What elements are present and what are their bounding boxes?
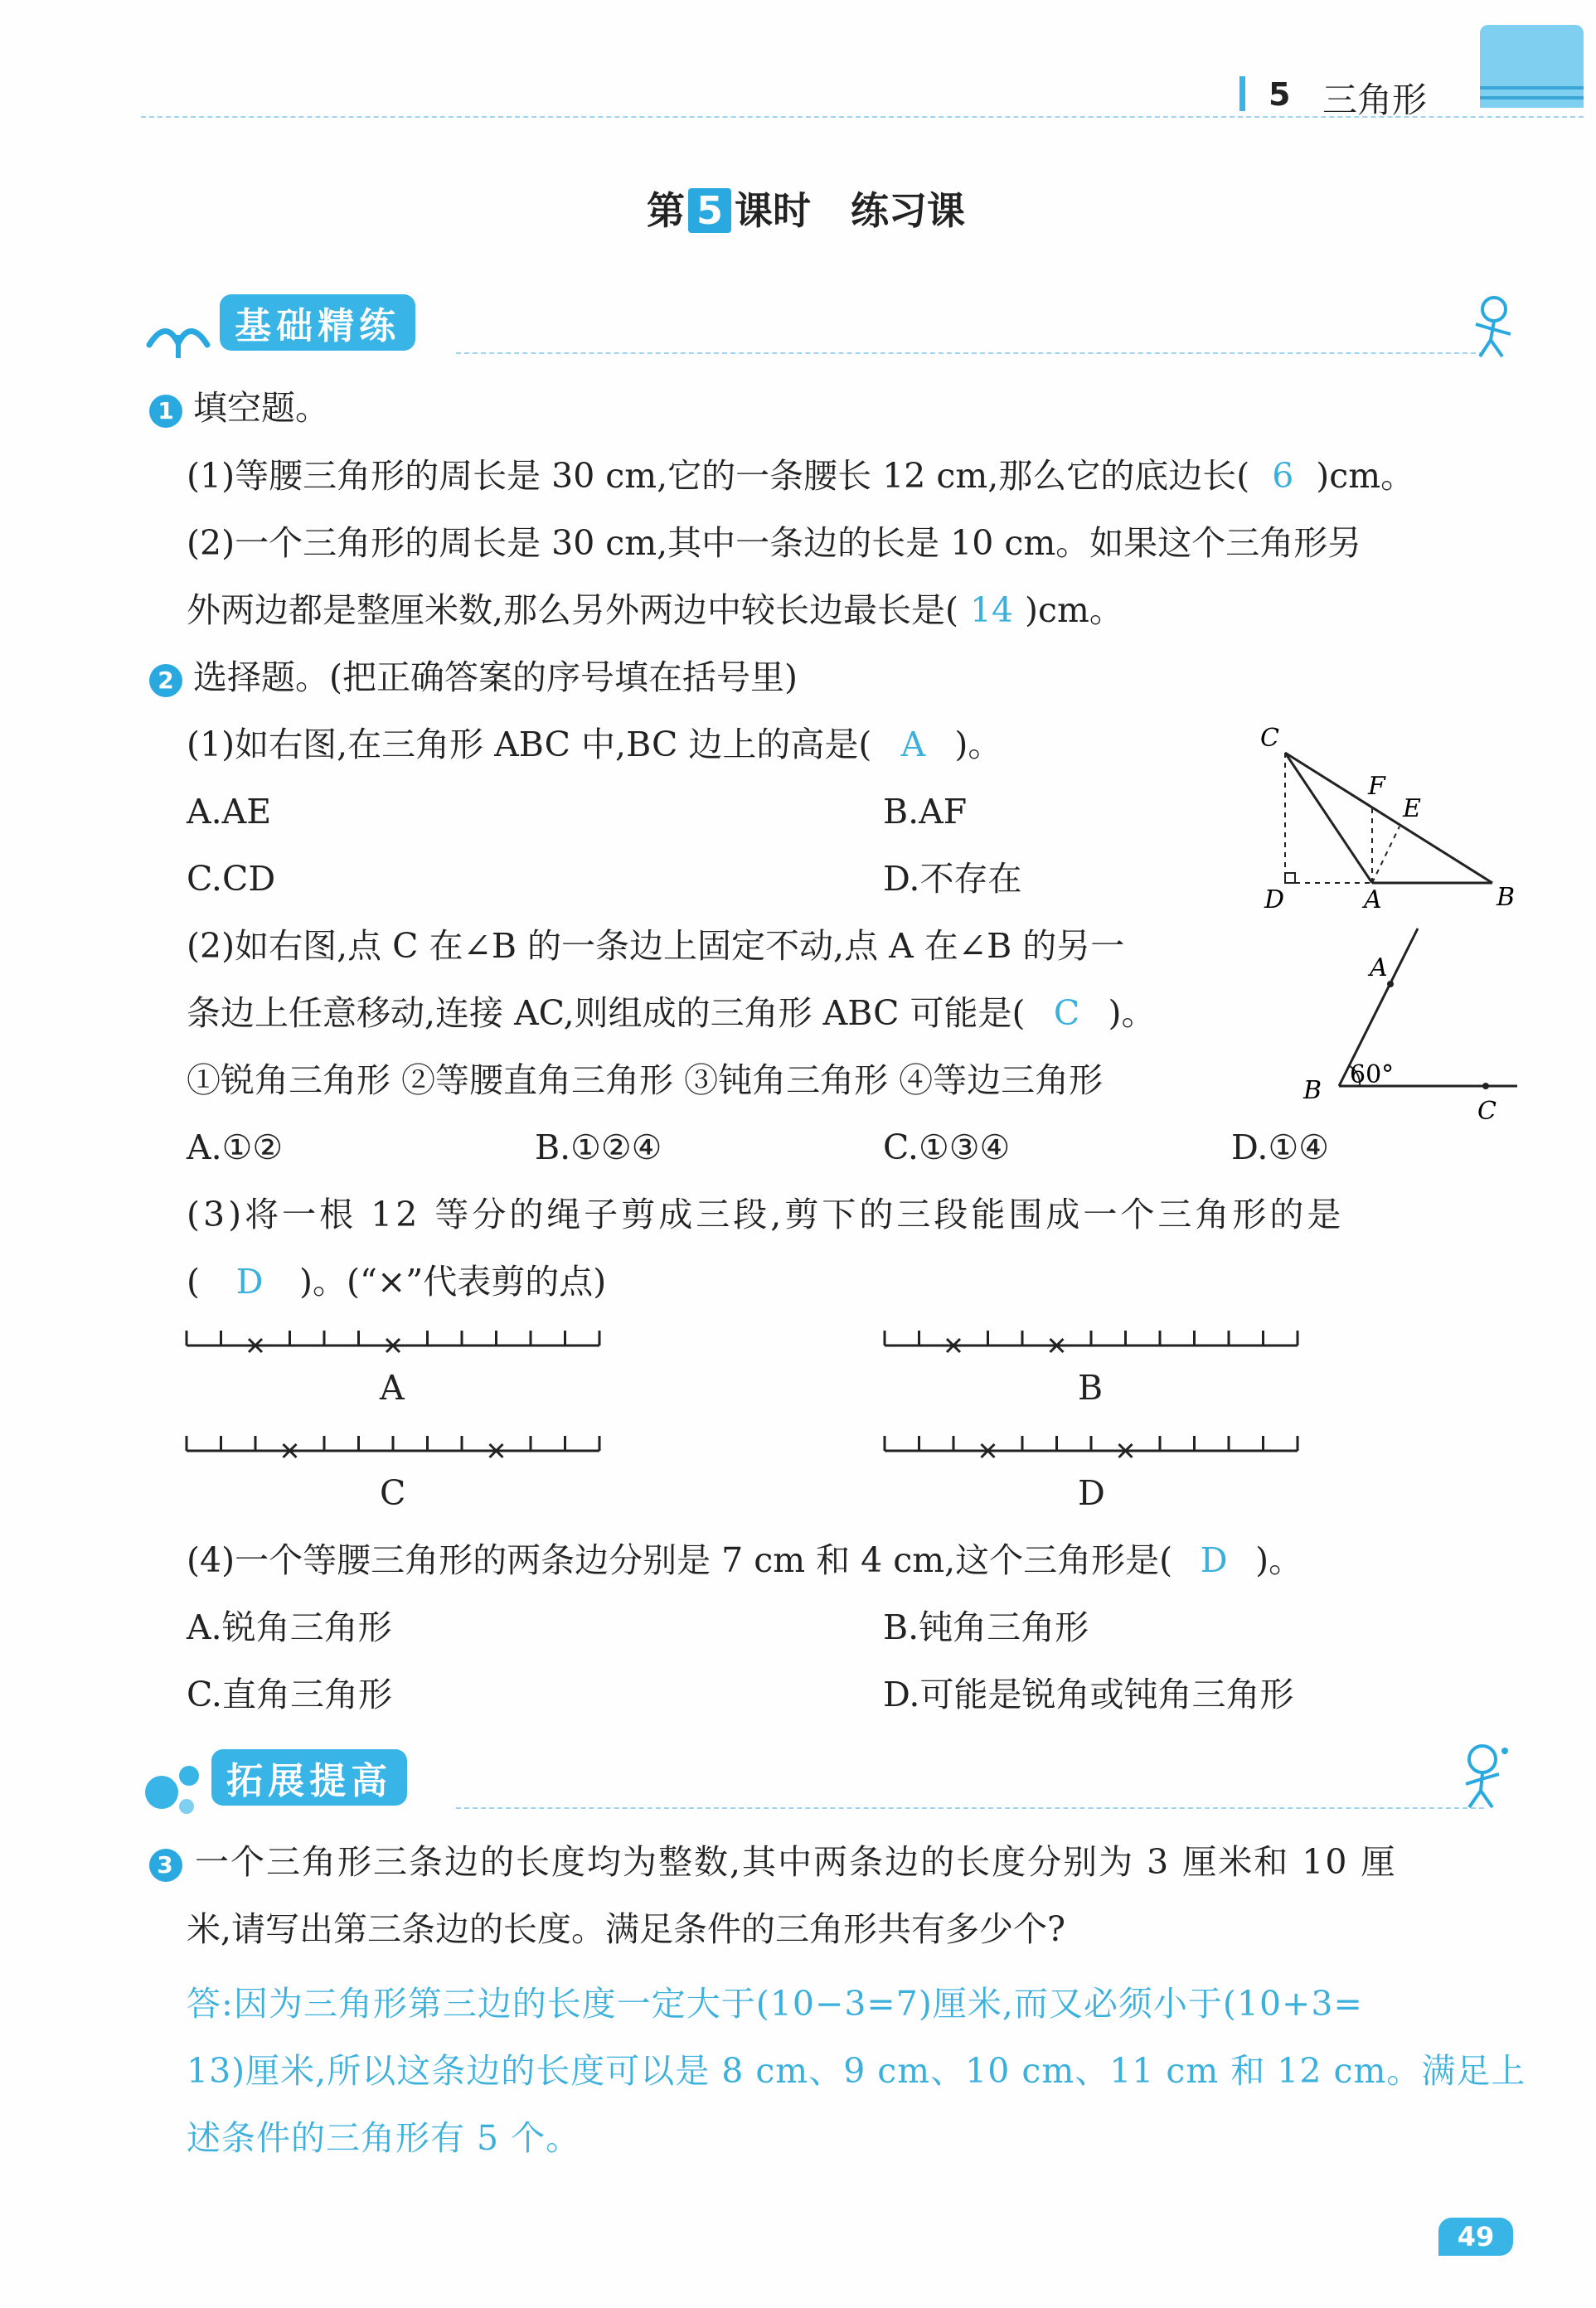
chapter-title: 三角形	[1322, 80, 1428, 120]
q2-p1-answer: A	[900, 725, 926, 764]
q2-p2-option-a: A.①②	[187, 1127, 284, 1167]
rope-d	[880, 1428, 1303, 1469]
q2-p1-tail: )。	[954, 725, 1002, 764]
q2-p3-open: (	[187, 1262, 200, 1302]
q2-p1-option-b: B.AF	[883, 792, 968, 832]
q2-p2-tail: )。	[1108, 993, 1156, 1033]
q1-p1-text: (1)等腰三角形的周长是 30 cm,它的一条腰长 12 cm,那么它的底边长(	[187, 456, 1250, 496]
q2-p4-tail: )。	[1255, 1540, 1303, 1580]
triangle-figure-1	[1244, 721, 1534, 912]
q2-p1-option-a: A.AE	[187, 792, 272, 832]
q2-p3-answer: D	[235, 1262, 264, 1302]
section1-header	[141, 294, 415, 360]
angle-figure-2	[1293, 920, 1542, 1127]
q2-p2-text: 条边上任意移动,连接 AC,则组成的三角形 ABC 可能是(	[187, 993, 1026, 1033]
q2-part3-line2	[187, 1262, 606, 1302]
rope-b	[880, 1322, 1303, 1364]
q2-title-row	[149, 657, 798, 698]
q2-part2-line2	[187, 993, 1156, 1034]
rope-d-label: D	[1078, 1473, 1105, 1513]
header-bar-mark	[1239, 76, 1245, 111]
q2-p4-option-b: B.钝角三角形	[883, 1607, 1089, 1647]
q2-p1-option-c: C.CD	[187, 859, 276, 899]
lesson-prefix: 第	[647, 188, 685, 233]
section1-title: 基础精练	[220, 294, 415, 351]
rope-c-label: C	[380, 1473, 406, 1513]
page-number: 49	[1438, 2218, 1513, 2256]
lesson-number: 5	[688, 188, 731, 233]
section2-title: 拓展提高	[211, 1749, 407, 1806]
q2-p2-option-d: D.①④	[1231, 1127, 1329, 1167]
q1-part2-line1: (2)一个三角形的周长是 30 cm,其中一条边的长是 10 cm。如果这个三角形另	[187, 523, 1362, 563]
q2-p1-option-d: D.不存在	[883, 859, 1022, 899]
section1-divider	[456, 352, 1484, 354]
q3-line2: 米,请写出第三条边的长度。满足条件的三角形共有多少个?	[187, 1909, 1066, 1949]
q3-answer-line1: 答:因为三角形第三边的长度一定大于(10−3=7)厘米,而又必须小于(10+3=	[187, 1984, 1363, 2024]
q2-p3-tail: )。(“×”代表剪的点)	[299, 1262, 607, 1302]
q1-part2-line2	[187, 590, 1123, 631]
fig1-label-f: F	[1368, 772, 1385, 801]
q2-part2-line1: (2)如右图,点 C 在∠B 的一条边上固定不动,点 A 在∠B 的另一	[187, 926, 1125, 966]
section2-divider	[456, 1807, 1484, 1809]
q3-line1: 一个三角形三条边的长度均为整数,其中两条边的长度分别为 3 厘米和 10 厘	[195, 1842, 1397, 1882]
q2-p4-answer: D	[1200, 1540, 1228, 1580]
q2-p4-option-d: D.可能是锐角或钝角三角形	[883, 1675, 1294, 1714]
q2-p2-choices: ①锐角三角形 ②等腰直角三角形 ③钝角三角形 ④等边三角形	[187, 1060, 1104, 1100]
lesson-name: 练习课	[851, 188, 966, 233]
q2-p2-answer: C	[1053, 993, 1080, 1033]
q2-p2-option-c: C.①③④	[883, 1127, 1011, 1167]
rope-a	[182, 1322, 605, 1364]
fig2-label-a: A	[1370, 953, 1388, 982]
q3-number: 3	[149, 1849, 182, 1882]
fig1-label-d: D	[1264, 885, 1285, 912]
rope-a-label: A	[380, 1368, 405, 1408]
fig2-angle-label: 60°	[1350, 1060, 1395, 1089]
q3-line1-row	[149, 1842, 1396, 1883]
q2-p4-option-a: A.锐角三角形	[187, 1607, 392, 1647]
bubbles-icon	[141, 1761, 207, 1819]
rope-b-label: B	[1078, 1368, 1104, 1408]
q3-answer-line3: 述条件的三角形有 5 个。	[187, 2118, 581, 2158]
q2-p4-text: (4)一个等腰三角形的两条边分别是 7 cm 和 4 cm,这个三角形是(	[187, 1540, 1173, 1580]
lesson-title	[647, 181, 965, 235]
q1-number: 1	[149, 395, 182, 428]
q1-part1	[187, 456, 1414, 497]
q1-p1-answer: 6	[1272, 456, 1294, 496]
q2-part4	[187, 1540, 1303, 1581]
q1-p2-answer: 14	[969, 590, 1014, 630]
q1-title: 填空题。	[193, 388, 330, 428]
lesson-suffix: 课时	[735, 188, 812, 233]
section2-header	[141, 1749, 407, 1819]
q2-title: 选择题。(把正确答案的序号填在括号里)	[193, 657, 798, 697]
q1-p2-text: 外两边都是整厘米数,那么另外两边中较长边最长是(	[187, 590, 959, 630]
q2-part1	[187, 725, 1002, 765]
q1-p1-tail: )cm。	[1316, 456, 1415, 496]
q2-p2-option-b: B.①②④	[535, 1127, 662, 1167]
header-tab	[1480, 25, 1584, 108]
fig2-label-b: B	[1303, 1076, 1322, 1105]
q2-number: 2	[149, 664, 182, 697]
q3-answer-line2: 13)厘米,所以这条边的长度可以是 8 cm、9 cm、10 cm、11 cm 和 12 cm。满足上	[187, 2051, 1526, 2091]
q1-title-row	[149, 388, 329, 429]
fig2-label-c: C	[1477, 1097, 1497, 1126]
chapter-number: 5	[1269, 76, 1291, 113]
fig1-label-c: C	[1260, 724, 1279, 753]
q2-part3-line1: (3)将一根 12 等分的绳子剪成三段,剪下的三段能围成一个三角形的是	[187, 1195, 1345, 1234]
thinking-figure-icon	[1451, 1741, 1517, 1811]
q1-p2-tail: )cm。	[1025, 590, 1123, 630]
fig1-label-b: B	[1497, 883, 1516, 912]
fig1-label-e: E	[1403, 794, 1421, 823]
sprout-icon	[141, 310, 216, 360]
q2-p1-text: (1)如右图,在三角形 ABC 中,BC 边上的高是(	[187, 725, 872, 764]
stick-figure-icon	[1459, 294, 1526, 361]
fig1-label-a: A	[1364, 885, 1382, 912]
rope-c	[182, 1428, 605, 1469]
q2-p4-option-c: C.直角三角形	[187, 1675, 392, 1714]
